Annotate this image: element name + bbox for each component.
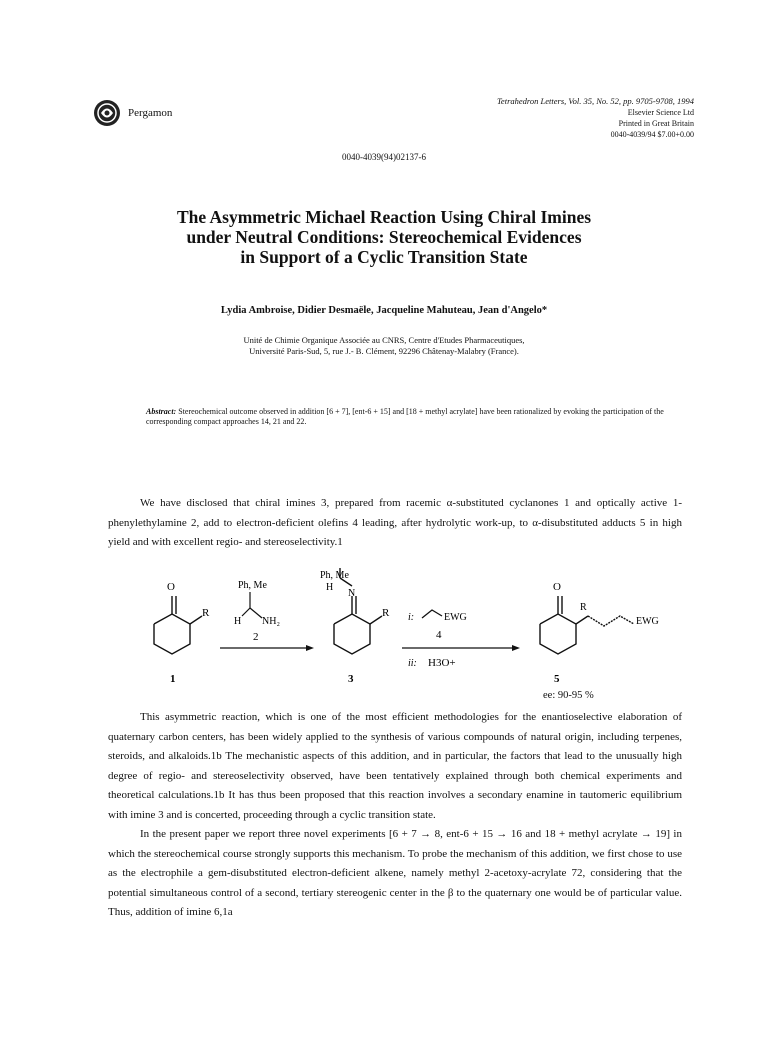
arrow-head-1 xyxy=(306,645,314,651)
title-line: under Neutral Conditions: Stereochemical Evidences xyxy=(186,227,582,247)
ph-me-label: Ph, Me xyxy=(238,580,267,591)
ewg-label-5: EWG xyxy=(636,616,659,627)
h-label-3: H xyxy=(326,582,334,593)
ee-value: ee: 90-95 % xyxy=(543,690,594,701)
reagent-4-label: 4 xyxy=(436,629,442,641)
oxygen-label-5: O xyxy=(553,581,561,593)
affiliation-line: Unité de Chimie Organique Associée au CNRS, Centre d'Etudes Pharmaceutiques, xyxy=(243,335,525,345)
compound-3-label: 3 xyxy=(348,673,354,685)
printed-line: Printed in Great Britain xyxy=(618,119,694,128)
step-i-label: i: xyxy=(408,612,415,623)
title-line: The Asymmetric Michael Reaction Using Chiral Imines xyxy=(176,207,592,227)
intro-text: We have disclosed that chiral imines 3, prepared from racemic α-substituted cyclanones 1 and optically active 1-phenylethylamine 2, add to electron-deficient olefins 4 leading, after hydrolytic work-up, to α-disubstituted adducts 5 in high yield and with excellent regio- and stereoselectivity.1 xyxy=(108,497,682,548)
amine-2-structure xyxy=(242,592,262,618)
paragraph-3: In the present paper we report three novel experiments [6 + 7 → 8, ent-6 + 15 → 16 and 18 + methyl acrylate → 19] in which the stereochemical course strongly supports this mechanism. To probe the mechanism of this addition, we first chose to use as the electrophile a gem-disubstituted electron-deficient alkene, namely methyl 2-acetoxy-acrylate 72, considering that the potential simultaneous control of a second, tertiary stereogenic center in the β to the quaternary one would be of particular value. Thus, addition of imine 6,1a xyxy=(108,828,682,918)
reaction-scheme xyxy=(140,566,660,692)
r-label-5: R xyxy=(580,602,587,613)
vinyl-icon xyxy=(422,610,442,618)
h-label: H xyxy=(234,616,242,627)
ph-me-label-3: Ph, Me xyxy=(320,570,349,581)
ewg-label: EWG xyxy=(444,612,467,623)
pergamon-logo-icon xyxy=(92,98,122,128)
nh2-label: NH₂ xyxy=(262,616,280,627)
publisher-line: Elsevier Science Ltd xyxy=(627,108,694,117)
paragraph-2: This asymmetric reaction, which is one of the most efficient methodologies for the enantioselective elaboration of quaternary carbon centers, has been widely applied to the synthesis of various compounds of natural origin, including terpenes, steroids, and alkaloids.1b The mechanistic aspects of this addition, and in particular, the factors that lead to the unusually high degree of regio- and stereoselectivity observed, have been tentatively explained through both chemical experiments and theoretical calculations.1b It has thus been proposed that this reaction involves a secondary enamine in tautomeric equilibrium with imine 3 and is concerted, proceeding through a cyclic transition state. xyxy=(108,711,682,821)
body-paragraph xyxy=(108,494,682,553)
compound-1-label: 1 xyxy=(170,673,176,685)
arrow-head-2 xyxy=(512,645,520,651)
r-label: R xyxy=(202,607,210,619)
n-label: N xyxy=(348,588,356,599)
paper-title xyxy=(0,207,768,267)
price-line: 0040-4039/94 $7.00+0.00 xyxy=(610,130,694,139)
body-paragraph xyxy=(108,708,682,923)
journal-citation: Tetrahedron Letters, Vol. 35, No. 52, pp. 9705-9708, 1994 xyxy=(496,96,694,106)
h3o-label: H3O+ xyxy=(428,657,456,669)
abstract-text: Stereochemical outcome observed in addition [6 + 7], [ent-6 + 15] and [18 + methyl acrylate] have been rationalized by evoking the participation of the corresponding compact approaches 14, 21 and 22. xyxy=(146,407,664,426)
author-list: Lydia Ambroise, Didier Desmaële, Jacqueline Mahuteau, Jean d'Angelo* xyxy=(220,305,548,316)
doi-code: 0040-4039(94)02137-6 xyxy=(342,152,426,162)
abstract xyxy=(146,407,668,427)
r-label-3: R xyxy=(382,607,390,619)
compound-5-structure xyxy=(540,596,634,654)
abstract-label: Abstract: xyxy=(146,407,177,416)
step-ii-label: ii: xyxy=(408,658,417,669)
reagent-2-label: 2 xyxy=(253,631,259,643)
publisher-logo xyxy=(92,98,172,128)
compound-5-label: 5 xyxy=(554,673,560,685)
publisher-name: Pergamon xyxy=(128,107,173,119)
oxygen-label: O xyxy=(167,581,175,593)
compound-1-structure xyxy=(154,596,202,654)
title-line: in Support of a Cyclic Transition State xyxy=(240,247,528,267)
journal-info xyxy=(497,96,694,140)
affiliation xyxy=(0,335,768,357)
affiliation-line: Université Paris-Sud, 5, rue J.- B. Clément, 92296 Châtenay-Malabry (France). xyxy=(249,346,519,356)
